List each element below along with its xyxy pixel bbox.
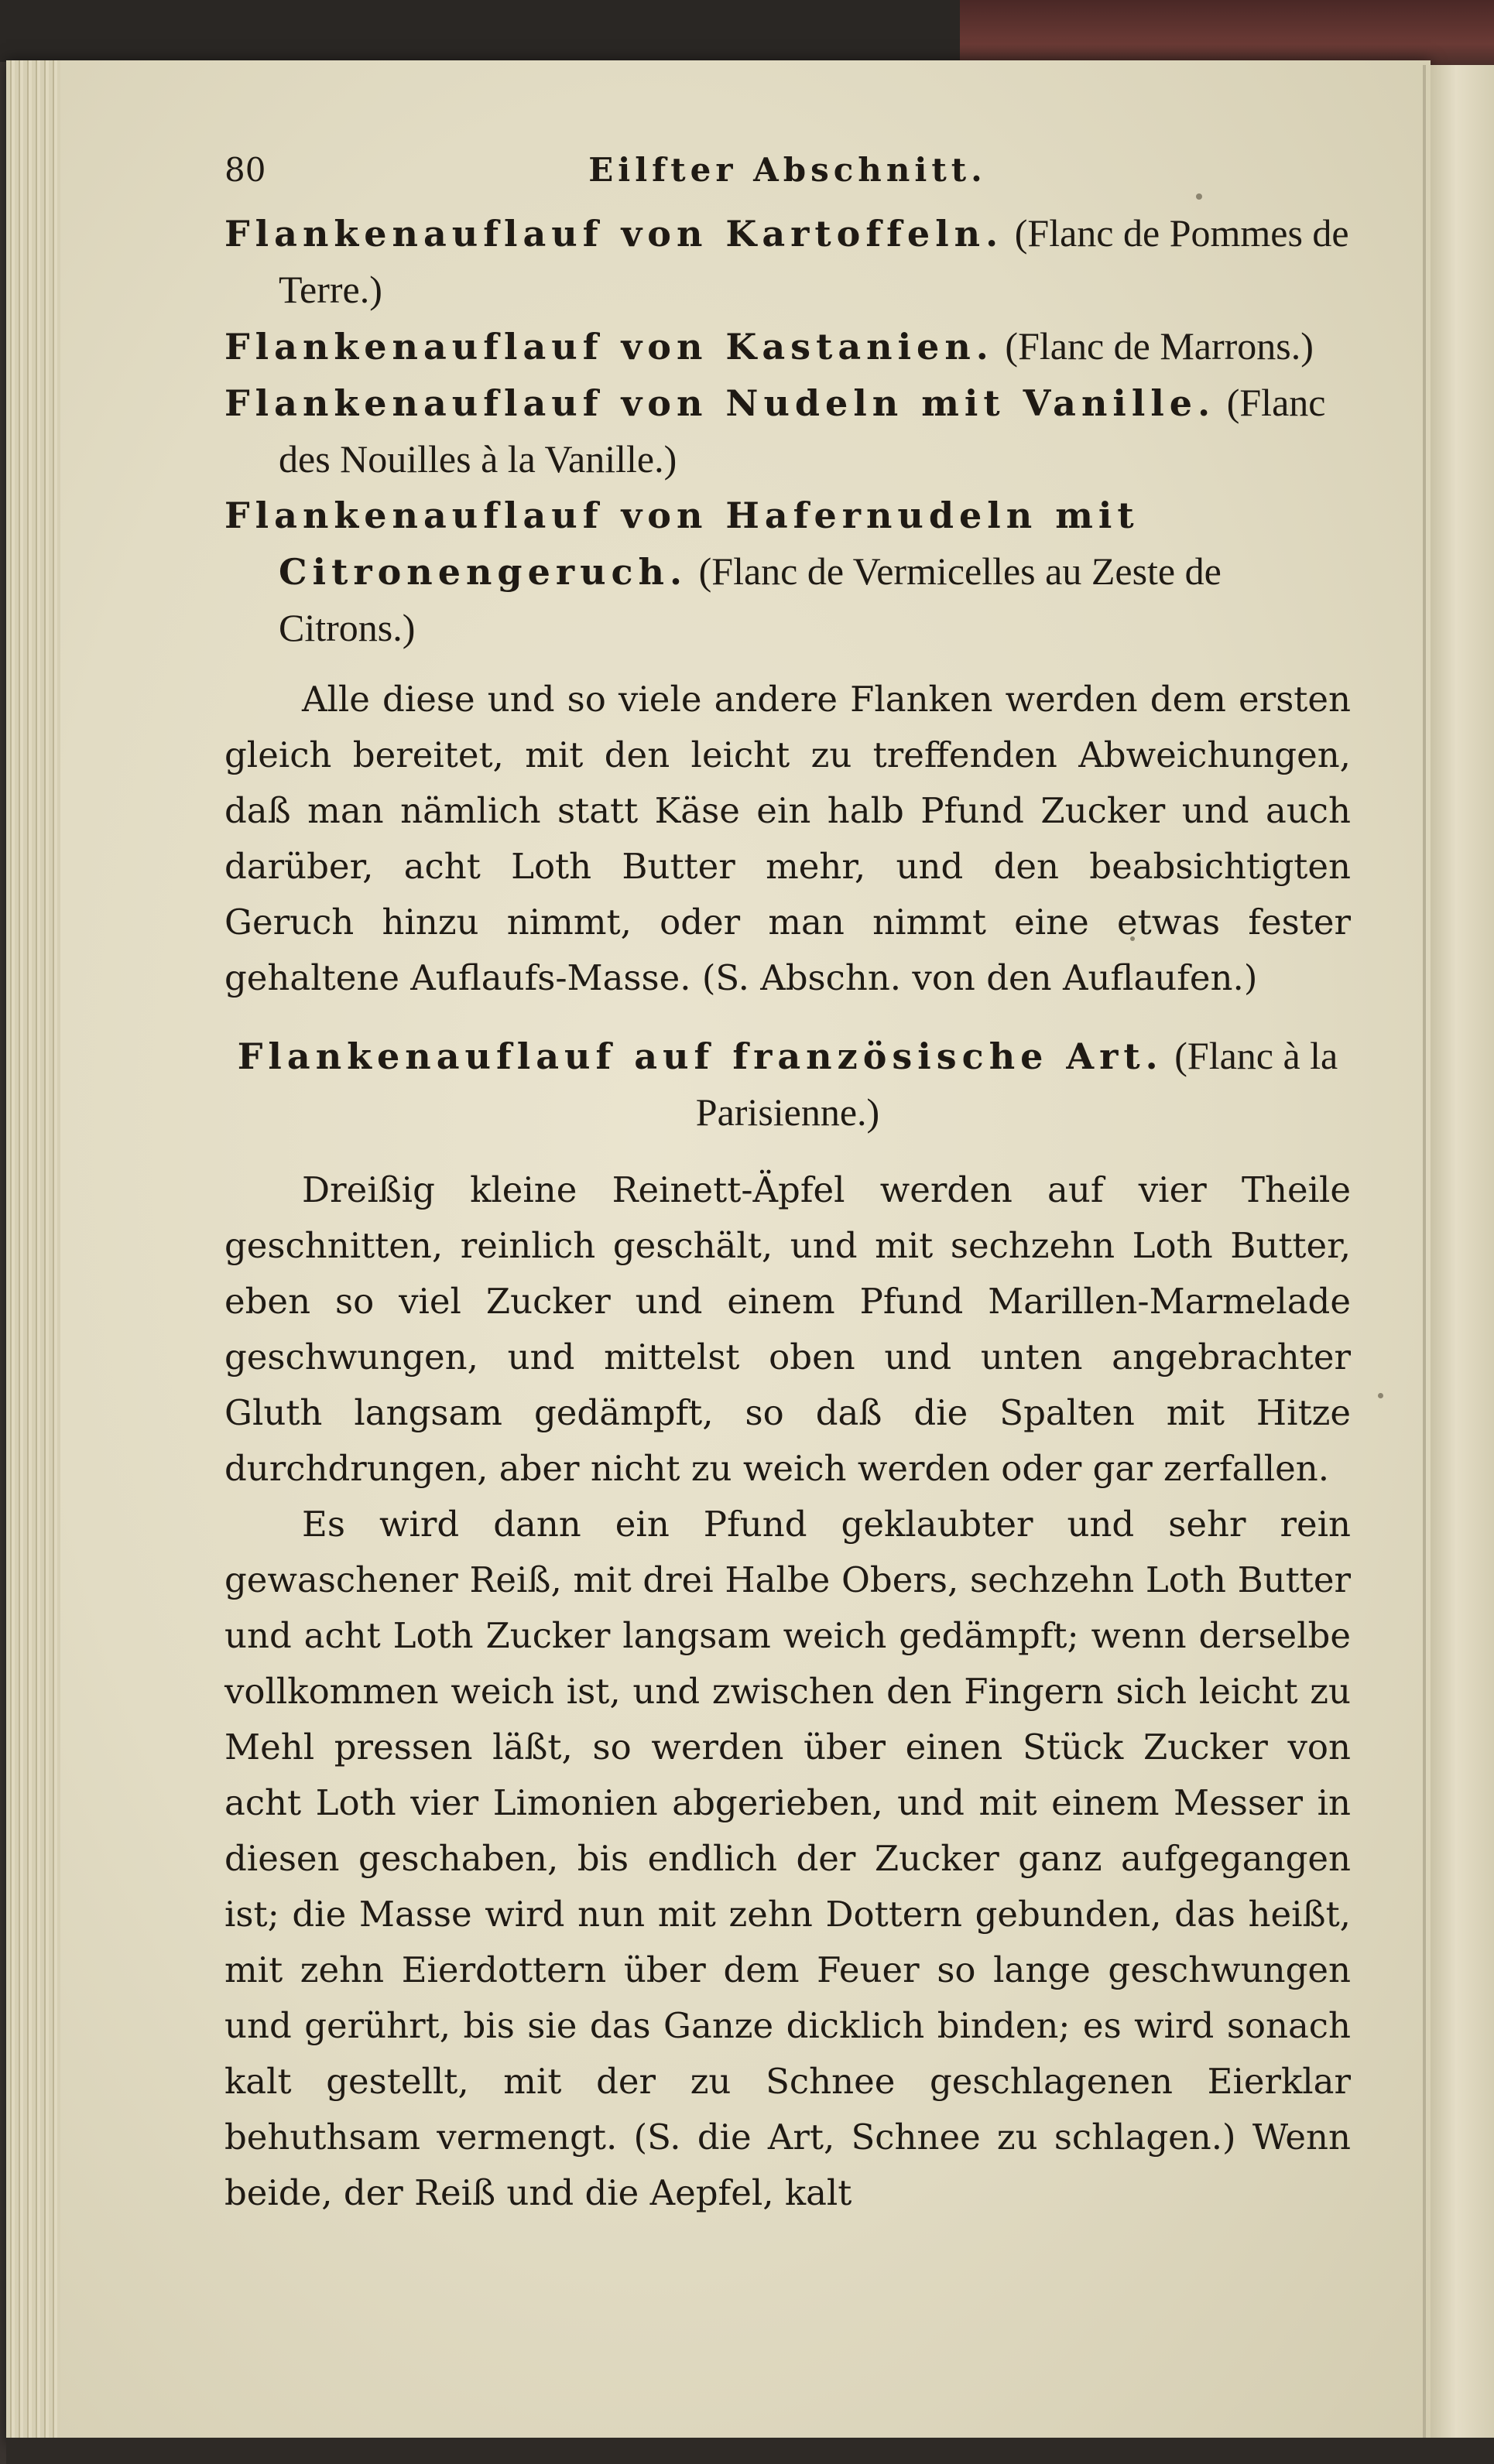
body-paragraph: Es wird dann ein Pfund geklaubter und sehr rein gewaschener Reiß, mit drei Halbe Obers, sechzehn Loth Butter und acht Loth Zucker langsam weich gedämpft; wenn derselbe vollkommen weich ist, und zwischen den Fingern sich leicht zu Mehl pressen läßt, so werden über einen Stück Zucker von acht Loth vier Limonien abgerieben, und mit einem Messer in diesen geschaben, bis endlich der Zucker ganz aufgegangen ist; die Masse wird nun mit zehn Dottern gebunden, das heißt, mit zehn Eierdottern über dem Feuer so lange geschwungen und gerührt, bis sie das Ganze dicklich binden; es wird sonach kalt gestellt, mit der zu Schnee geschlagenen Eierklar behuthsam vermengt. (S. die Art, Schnee zu schlagen.) Wenn beide, der Reiß und die Aepfel, kalt (224, 1504, 1351, 2213)
gutter-fold (1423, 65, 1426, 2441)
recipe-entry (224, 318, 1351, 375)
recipe-entry (224, 488, 1351, 656)
section-heading-german: Flankenauflauf auf französische Art. (237, 1035, 1163, 1077)
bottom-shadow (6, 2438, 1494, 2464)
section-heading (224, 1028, 1351, 1141)
page-number: 80 (224, 151, 266, 189)
recipe-entry (224, 205, 1351, 318)
page-edges-left (6, 60, 60, 2444)
section-heading-french: (Flanc à la Parisienne.) (695, 1034, 1338, 1134)
entry-title-german: Flankenauflauf von Kastanien. (224, 326, 994, 368)
entry-title-german: Flankenauflauf von Hafernudeln mit Citronengeruch. (224, 495, 1139, 593)
page-header (224, 151, 1351, 205)
entry-title-french: (Flanc des Nouilles à la Vanille.) (279, 381, 1326, 481)
book-cover-top (0, 0, 960, 62)
running-title: Eilfter Abschnitt. (588, 151, 987, 189)
entry-title-german: Flankenauflauf von Nudeln mit Vanille. (224, 382, 1216, 424)
body-paragraph: Alle diese und so viele andere Flanken werden dem ersten gleich bereitet, mit den leicht zu treffenden Abweichungen, daß man nämlich statt Käse ein halb Pfund Zucker und auch darüber, acht Loth Butter mehr, und den beabsichtigten Geruch hinzu nimmt, oder man nimmt eine etwas fester gehaltene Auflaufs-Masse. (S. Abschn. von den Auflaufen.) (224, 679, 1351, 998)
facing-page-edge (1431, 65, 1494, 2464)
page-text (224, 151, 1351, 2221)
body-paragraph: Dreißig kleine Reinett-Äpfel werden auf vier Theile geschnitten, reinlich geschält, und mit sechzehn Loth Butter, eben so viel Zucker und einem Pfund Marillen-Marmelade geschwungen, und mittelst oben und unten angebrachter Gluth langsam gedämpft, so daß die Spalten mit Hitze durchdrungen, aber nicht zu weich werden oder gar zerfallen. (224, 1169, 1351, 1489)
entry-title-french: (Flanc de Pommes de Terre.) (279, 211, 1349, 311)
entry-title-german: Flankenauflauf von Kartoffeln. (224, 213, 1004, 255)
recipe-entry (224, 375, 1351, 488)
foxing-spot (1378, 1393, 1383, 1398)
entry-title-french: (Flanc de Marrons.) (1005, 324, 1314, 368)
entry-title-french: (Flanc de Vermicelles au Zeste de Citrons.) (279, 549, 1222, 649)
